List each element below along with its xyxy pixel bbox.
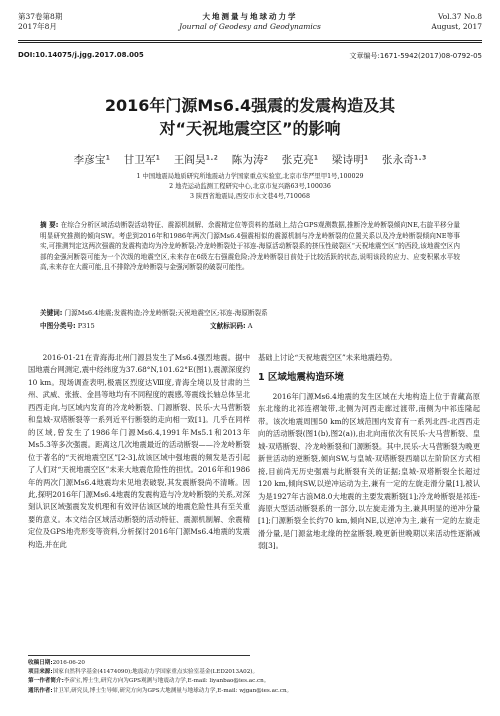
footnote-label: 收稿日期: xyxy=(28,660,53,666)
footnotes xyxy=(28,659,472,696)
affiliation: 3 陕西省地震局,西安市水文巷4号,710068 xyxy=(190,193,310,200)
footnote-text: 甘卫军,研究员,博士生导师,研究方向为GPS大地测量与地球动力学,E-mail: wjgan@ies.ac.cn。 xyxy=(52,687,293,694)
footnote-label: 第一作者简介: xyxy=(28,678,64,685)
keywords xyxy=(40,308,460,319)
clc-value: P315 xyxy=(77,322,95,330)
footnote xyxy=(28,677,472,686)
footnote xyxy=(28,687,472,696)
author: 陈为涛² xyxy=(231,154,269,166)
abstract xyxy=(40,220,460,273)
volume-en: Vol.37 No.8 xyxy=(437,12,482,21)
clc-label: 中图分类号: xyxy=(40,322,76,330)
body-column-left xyxy=(28,352,250,551)
body-column-right xyxy=(258,352,480,553)
affiliation: 1 中国地震局地质研究所地震动力学国家重点实验室,北京市华严里甲1号,100029 xyxy=(136,173,364,180)
author: 张永奇¹·³ xyxy=(381,154,427,166)
author: 梁诗明¹ xyxy=(331,154,369,166)
footnote-label: 通讯作者: xyxy=(28,687,53,694)
header-right xyxy=(431,12,482,32)
abstract-label: 摘 要: xyxy=(40,221,59,229)
author: 王阎昊¹·² xyxy=(173,154,219,166)
footnote xyxy=(28,659,472,668)
affiliation: 2 地壳运动监测工程研究中心,北京市复兴路63号,100036 xyxy=(169,183,331,190)
article-number: 文章编号:1671-5942(2017)08-0792-05 xyxy=(349,52,482,60)
date-cn: 2017年8月 xyxy=(18,22,57,31)
footnote-text: 2016-06-20 xyxy=(52,660,85,666)
doc-code-label: 文献标识码: xyxy=(210,322,246,330)
paper-title xyxy=(18,94,482,140)
journal-cn: 大地测量与地球动力学 xyxy=(202,12,298,21)
header-center xyxy=(18,12,482,32)
title-line-1: 2016年门源Ms6.4强震的发震构造及其 xyxy=(104,96,396,115)
footnote-text: 国家自然科学基金(41474090);地震动力学国家重点实验室基金(LED2013A02)。 xyxy=(52,669,259,676)
footnote-rule xyxy=(28,655,250,656)
doi: DOI:10.14075/j.jgg.2017.08.005 xyxy=(18,51,144,59)
affiliations xyxy=(30,172,470,202)
header-rule-thin xyxy=(18,42,482,43)
abstract-text: 在综合分析区域活动断裂活动特征、震源机制解、余震精定位等资料的基础上,结合GPS观测数据,推断冷龙岭断裂倾向NE,右旋平移分量明显研究推测的倾向SW。考虑到2016年和1986年两次门源Ms6.4强震相似的震源机制与冷龙岭断裂的位置关系以及冷龙岭断裂倾向NE等事实,可推测判定这两次强震的发震构造均为冷龙岭断裂;冷龙岭断裂处于祁连-海原活动断裂系的挤压性破裂区“天祝地震空区”的西段,该地震空区内部的金强河断裂可能为一个次级的地震空区,未来存在6级左右强震危险;冷龙岭断裂目前处于比较活跃的状态,说明该段的应力、应变积累水平较高,未来存在大震可能,且不排除冷龙岭断裂与金强河断裂的破裂可能性。 xyxy=(40,221,460,272)
doi-line xyxy=(18,51,482,59)
intro-continuation: 基础上讨论“天祝地震空区”未来地震趋势。 xyxy=(258,353,397,362)
running-header xyxy=(18,12,482,38)
keywords-label: 关键词: xyxy=(40,309,63,317)
section-paragraph: 2016年门源Ms6.4地震的发生区域在大地构造上位于青藏高原东北缘的北祁连褶皱带,北侧为河西走廊过渡带,南侧为中祁连隆起带。该次地震周围50 km的区域范围内发育有一系列北西-北西西走向的活动断裂(图1(b),图2(a)),由北向南依次有民乐-大马营断裂、皇城-双塔断裂、冷龙岭断裂和门源断裂。其中,民乐-大马营断裂为晚更新世活动的逆断裂,倾向SW,与皇城-双塔断裂西端以左阶阶区方式相接,目前尚无历史强震与此断裂有关的证据;皇城-双塔断裂全长超过120 km,倾向SW,以逆冲运动为主,兼有一定的左旋走滑分量[1],被认为是1927年古浪M8.0大地震的主要发震断裂[1];冷龙岭断裂是祁连-海原大型活动断裂系的一部分,以左旋走滑为主,兼具明显的逆冲分量[1];门源断裂全长约70 km,倾向NE,以逆冲为主,兼有一定的左旋走滑分量,是门源盆地北缘的控盆断裂,晚更新世晚期以来活动性逐渐减弱[3]。 xyxy=(258,391,480,551)
classification xyxy=(40,321,460,332)
title-line-2: 对“天祝地震空区”的影响 xyxy=(159,119,341,138)
date-en: August, 2017 xyxy=(431,22,482,31)
doc-code-value: A xyxy=(247,322,253,330)
document-code xyxy=(210,321,252,332)
intro-paragraph: 2016-01-21在青海海北州门源县发生了Ms6.4强烈地震。据中国地震台网测定,震中经纬度为37.68°N,101.62°E(图1),震源深度约10 km。现场调查表明,极震区烈度达Ⅷ度,青海全境以及甘肃的兰州、武威、张掖、金昌等地均有不同程度的震感,等震线长轴总体呈北西西走向,与区域内发育的冷龙岭断裂、门源断裂、民乐-大马营断裂和皇城-双塔断裂等一系列近平行断裂的走向相一致[1]。几乎在同样的区域,曾发生了1986年门源Ms6.4,1991年Ms5.1和2013年Ms5.3等多次强震。距离这几次地震最近的活动断裂——冷龙岭断裂位于著名的“天祝地震空区”[2-3],故该区域中强地震的频发是否引起了人们对“天祝地震空区”未来大地震危险性的担忧。2016年和1986年的两次门源Ms6.4地震均未见地表破裂,其发震断裂尚不清晰。因此,探明2016年门源Ms6.4地震的发震构造与冷龙岭断裂的关系,对深刻认识区域强震发发机理和有效评估该区域的地震危险性具有至关重要的意义。本文结合区域活动断裂的活动特征、震源机制解、余震精定位及GPS地壳形变等资料,分析探讨2016年门源Ms6.4地震的发震构造,并在此 xyxy=(28,353,250,549)
keywords-text: 门源Ms6.4地震;发震构造;冷龙岭断裂;天祝地震空区;祁连-海原断裂系 xyxy=(64,309,268,317)
author: 甘卫军¹ xyxy=(123,154,161,166)
author: 李彦宝¹ xyxy=(73,154,111,166)
journal-en: Journal of Geodesy and Geodynamics xyxy=(179,22,321,31)
footnote-text: 李彦宝,博士生,研究方向为GPS观测与地震动力学,E-mail: liyanbao@ies.ac.cn。 xyxy=(63,678,270,685)
footnote-label: 项目来源: xyxy=(28,669,53,676)
author: 张克亮¹ xyxy=(281,154,319,166)
volume-cn: 第37卷第8期 xyxy=(18,12,63,21)
header-rule xyxy=(18,40,482,41)
section-heading: 1 区域地震构造环境 xyxy=(258,372,344,384)
footnote xyxy=(28,668,472,677)
author-list xyxy=(18,152,482,167)
